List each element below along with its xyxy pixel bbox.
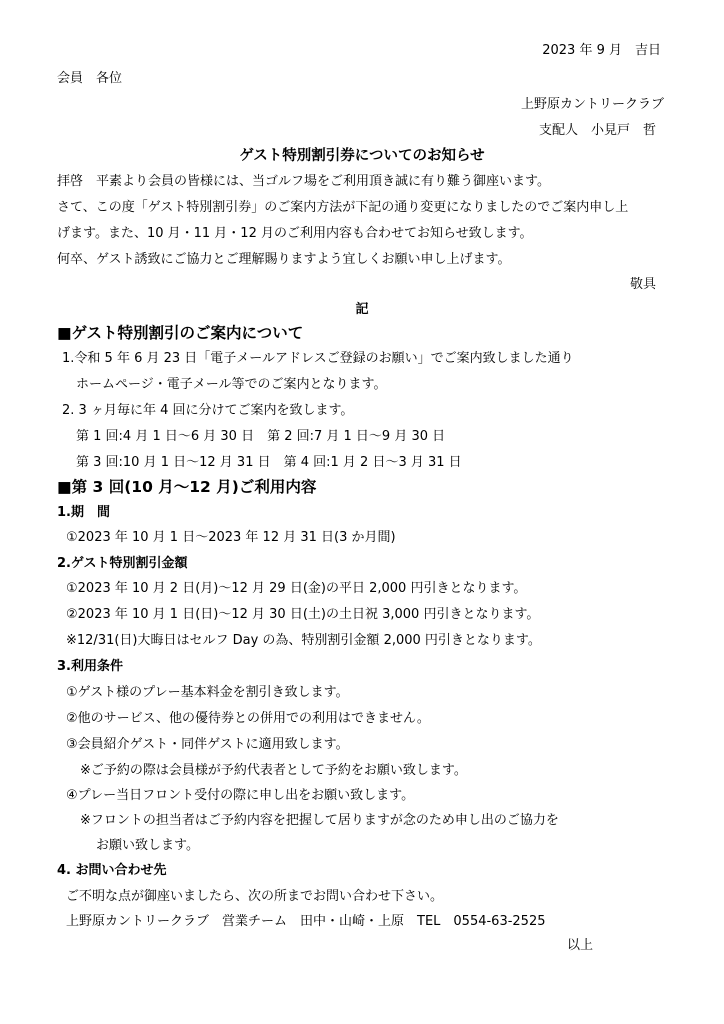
intro-line-3: げます。また、10 月・11 月・12 月のご利用内容も合わせてお知らせ致します。 xyxy=(57,226,533,241)
intro-line-2: さて、この度「ゲスト特別割引券」のご案内方法が下記の通り変更になりましたのでご案内申し上 xyxy=(57,200,629,215)
amount-label: 2.ゲスト特別割引金額 xyxy=(57,556,188,571)
section-1-schedule-1: 第 1 回:4 月 1 日～6 月 30 日 第 2 回:7 月 1 日～9 月 30 日 xyxy=(76,429,446,444)
section-1-heading: ■ゲスト特別割引のご案内について xyxy=(57,324,304,342)
addressee: 会員 各位 xyxy=(57,71,123,86)
section-1-line-3: 2. 3 ヶ月毎に年 4 回に分けてご案内を致します。 xyxy=(62,403,354,418)
contact-line-2: 上野原カントリークラブ 営業チーム 田中・山崎・上原 TEL 0554-63-2525 xyxy=(66,914,546,929)
closing-ijou: 以上 xyxy=(566,938,593,953)
condition-3-note: ※ご予約の際は会員様が予約代表者として予約をお願い致します。 xyxy=(80,763,467,778)
section-1-line-1: 1.令和 5 年 6 月 23 日「電子メールアドレスご登録のお願い」でご案内致しました通り xyxy=(62,351,574,366)
document-title: ゲスト特別割引券についてのお知らせ xyxy=(239,148,485,164)
section-1-schedule-2: 第 3 回:10 月 1 日～12 月 31 日 第 4 回:1 月 2 日～3 月 31 日 xyxy=(76,455,462,470)
document-date: 2023 年 9 月 吉日 xyxy=(542,43,661,58)
condition-3: ③会員紹介ゲスト・同伴ゲストに適用致します。 xyxy=(66,737,349,752)
period-label: 1.期 間 xyxy=(57,505,110,520)
ki-heading: 記 xyxy=(355,302,369,317)
period-value: ①2023 年 10 月 1 日～2023 年 12 月 31 日(3 か月間) xyxy=(66,530,396,545)
condition-4: ④プレー当日フロント受付の際に申し出をお願い致します。 xyxy=(66,788,415,803)
amount-weekday: ①2023 年 10 月 2 日(月)～12 月 29 日(金)の平日 2,000 円引きとなります。 xyxy=(66,581,527,596)
condition-2: ②他のサービス、他の優待券との併用での利用はできません。 xyxy=(66,711,430,726)
closing-keigu: 敬具 xyxy=(629,277,656,292)
section-2-heading: ■第 3 回(10 月～12 月)ご利用内容 xyxy=(57,478,317,496)
intro-line-1: 拝啓 平素より会員の皆様には、当ゴルフ場をご利用頂き誠に有り難う御座います。 xyxy=(57,174,550,189)
sender-club: 上野原カントリークラブ xyxy=(520,97,664,112)
section-1-line-2: ホームページ・電子メール等でのご案内となります。 xyxy=(76,377,387,392)
contact-label: 4. お問い合わせ先 xyxy=(57,863,167,878)
intro-line-4: 何卒、ゲスト誘致にご協力とご理解賜りますよう宜しくお願い申し上げます。 xyxy=(57,252,511,267)
condition-1: ①ゲスト様のプレー基本料金を割引き致します。 xyxy=(66,685,349,700)
sender-manager: 支配人 小見戸 哲 xyxy=(538,123,656,138)
contact-line-1: ご不明な点が御座いましたら、次の所までお問い合わせ下さい。 xyxy=(66,889,444,904)
amount-note: ※12/31(日)大晦日はセルフ Day の為、特別割引金額 2,000 円引きとなります。 xyxy=(66,633,541,648)
condition-4-note-1: ※フロントの担当者はご予約内容を把握して居りますが念のため申し出のご協力を xyxy=(80,813,559,828)
amount-weekend: ②2023 年 10 月 1 日(日)～12 月 30 日(土)の土日祝 3,000 円引きとなります。 xyxy=(66,607,540,622)
conditions-label: 3.利用条件 xyxy=(57,659,123,674)
condition-4-note-2: お願い致します。 xyxy=(96,838,199,853)
